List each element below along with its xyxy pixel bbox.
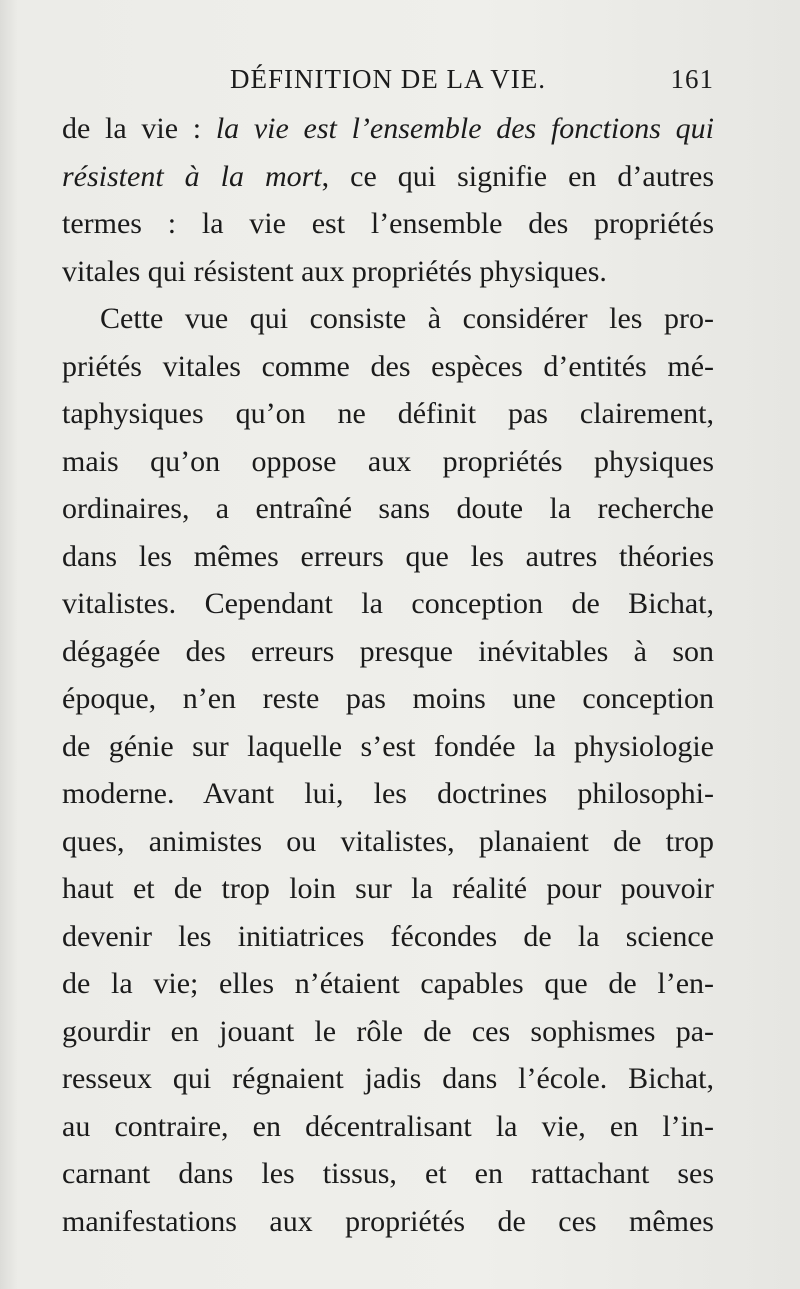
text-segment: mais qu’on oppose aux propriétés physiques xyxy=(62,444,714,478)
text-line xyxy=(62,960,714,1008)
italic-text-segment: la vie est l’ensemble des fonctions qui xyxy=(215,112,714,145)
text-segment: époque, n’en reste pas moins une conception xyxy=(62,682,714,715)
text-line xyxy=(62,1008,714,1056)
text-segment: carnant dans les tissus, et en rattachant ses xyxy=(62,1157,714,1190)
text-line xyxy=(62,1150,714,1198)
text-segment: vitalistes. Cependant la conception de Bichat, xyxy=(62,587,714,620)
running-head xyxy=(62,64,714,104)
text-line xyxy=(62,153,714,201)
text-line xyxy=(62,723,714,771)
text-segment: dégagée des erreurs presque inévitables à son xyxy=(62,634,714,668)
text-line xyxy=(62,770,714,818)
text-segment: , ce qui signifie en d’autres xyxy=(321,159,715,193)
text-line xyxy=(62,343,714,391)
text-segment: ques, animistes ou vitalistes, planaient de trop xyxy=(62,824,714,858)
text-line xyxy=(62,865,714,913)
text-line xyxy=(62,580,714,628)
text-line xyxy=(62,913,714,961)
text-segment: au contraire, en décentralisant la vie, en l’in- xyxy=(62,1109,714,1143)
text-segment: moderne. Avant lui, les doctrines philosophi- xyxy=(62,777,714,810)
text-segment: Cette vue qui consiste à considérer les pro- xyxy=(100,302,714,335)
text-line xyxy=(62,1055,714,1103)
text-segment: vitales qui résistent aux propriétés physiques. xyxy=(62,254,607,288)
body-text xyxy=(62,105,714,1245)
text-segment: de génie sur laquelle s’est fondée la physiologie xyxy=(62,729,714,763)
text-segment: ordinaires, a entraîné sans doute la recherche xyxy=(62,492,714,525)
italic-text-segment: résistent à la mort xyxy=(62,159,322,193)
text-segment: termes : la vie est l’ensemble des propriétés xyxy=(62,207,714,240)
text-segment: manifestations aux propriétés de ces mêmes xyxy=(62,1204,714,1238)
text-segment: de la vie : xyxy=(62,112,216,145)
text-segment: haut et de trop loin sur la réalité pour pouvoir xyxy=(62,872,714,905)
running-title: DÉFINITION DE LA VIE. xyxy=(230,64,546,94)
text-line xyxy=(62,1103,714,1151)
text-line xyxy=(62,390,714,438)
text-segment: resseux qui régnaient jadis dans l’école. Bichat, xyxy=(62,1062,714,1095)
text-line xyxy=(62,675,714,723)
text-line xyxy=(62,1198,714,1246)
text-segment: de la vie; elles n’étaient capables que de l’en- xyxy=(62,967,714,1000)
text-line xyxy=(62,105,714,153)
text-line xyxy=(62,628,714,676)
text-line xyxy=(62,200,714,248)
text-segment: gourdir en jouant le rôle de ces sophismes pa- xyxy=(62,1014,714,1048)
text-line xyxy=(62,485,714,533)
text-line xyxy=(62,818,714,866)
text-line xyxy=(62,248,714,296)
text-segment: priétés vitales comme des espèces d’entités mé- xyxy=(62,349,714,383)
page-number: 161 xyxy=(670,64,714,94)
text-line xyxy=(62,533,714,581)
text-segment: dans les mêmes erreurs que les autres théories xyxy=(62,539,714,573)
text-line xyxy=(62,438,714,486)
text-segment: taphysiques qu’on ne définit pas clairement, xyxy=(62,397,714,430)
text-segment: devenir les initiatrices fécondes de la science xyxy=(62,919,714,953)
text-line xyxy=(62,295,714,343)
